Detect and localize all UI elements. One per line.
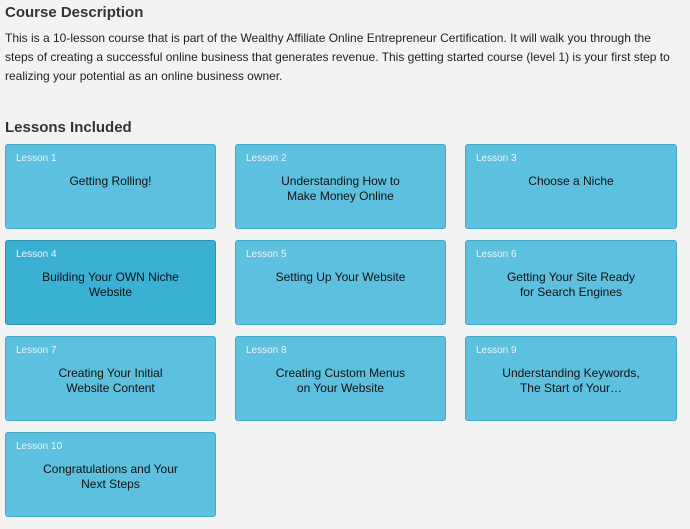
lessons-grid bbox=[5, 144, 677, 517]
lesson-card-10[interactable] bbox=[5, 432, 216, 517]
lesson-title: Choose a Niche bbox=[528, 174, 614, 188]
lesson-number: Lesson 5 bbox=[246, 249, 287, 260]
lesson-title: Creating Custom Menus on Your Website bbox=[275, 366, 406, 395]
lesson-card-2[interactable] bbox=[235, 144, 446, 229]
lesson-number: Lesson 3 bbox=[476, 153, 517, 164]
lesson-number: Lesson 4 bbox=[16, 249, 57, 260]
course-description-text: This is a 10-lesson course that is part of the Wealthy Affiliate Online Entrepreneur Certification. It will walk you through the steps of creating a successful online business that generates revenue. This getting started course (level 1) is your first step to realizing your potential as an online business owner. bbox=[5, 31, 670, 83]
lesson-title: Understanding Keywords, The Start of Your… bbox=[502, 366, 640, 395]
lesson-number: Lesson 10 bbox=[16, 441, 63, 452]
lesson-title: Getting Your Site Ready for Search Engines bbox=[506, 270, 636, 299]
lessons-included-heading: Lessons Included bbox=[5, 119, 132, 136]
lesson-number: Lesson 6 bbox=[476, 249, 517, 260]
lesson-number: Lesson 1 bbox=[16, 153, 57, 164]
lesson-card-3[interactable] bbox=[465, 144, 677, 229]
lesson-title: Building Your OWN Niche Website bbox=[42, 270, 179, 299]
lesson-title: Getting Rolling! bbox=[69, 174, 152, 188]
lesson-title: Understanding How to Make Money Online bbox=[281, 174, 400, 203]
lesson-number: Lesson 9 bbox=[476, 345, 517, 356]
lesson-title: Creating Your Initial Website Content bbox=[58, 366, 163, 395]
lesson-card-5[interactable] bbox=[235, 240, 446, 325]
lesson-card-6[interactable] bbox=[465, 240, 677, 325]
lesson-title: Congratulations and Your Next Steps bbox=[43, 462, 178, 491]
lesson-number: Lesson 2 bbox=[246, 153, 287, 164]
lesson-card-9[interactable] bbox=[465, 336, 677, 421]
lesson-card-7[interactable] bbox=[5, 336, 216, 421]
lesson-number: Lesson 7 bbox=[16, 345, 57, 356]
lesson-card-8[interactable] bbox=[235, 336, 446, 421]
lesson-number: Lesson 8 bbox=[246, 345, 287, 356]
lesson-card-1[interactable] bbox=[5, 144, 216, 229]
lesson-title: Setting Up Your Website bbox=[275, 270, 406, 284]
lesson-card-4[interactable] bbox=[5, 240, 216, 325]
course-description-heading: Course Description bbox=[5, 4, 144, 21]
